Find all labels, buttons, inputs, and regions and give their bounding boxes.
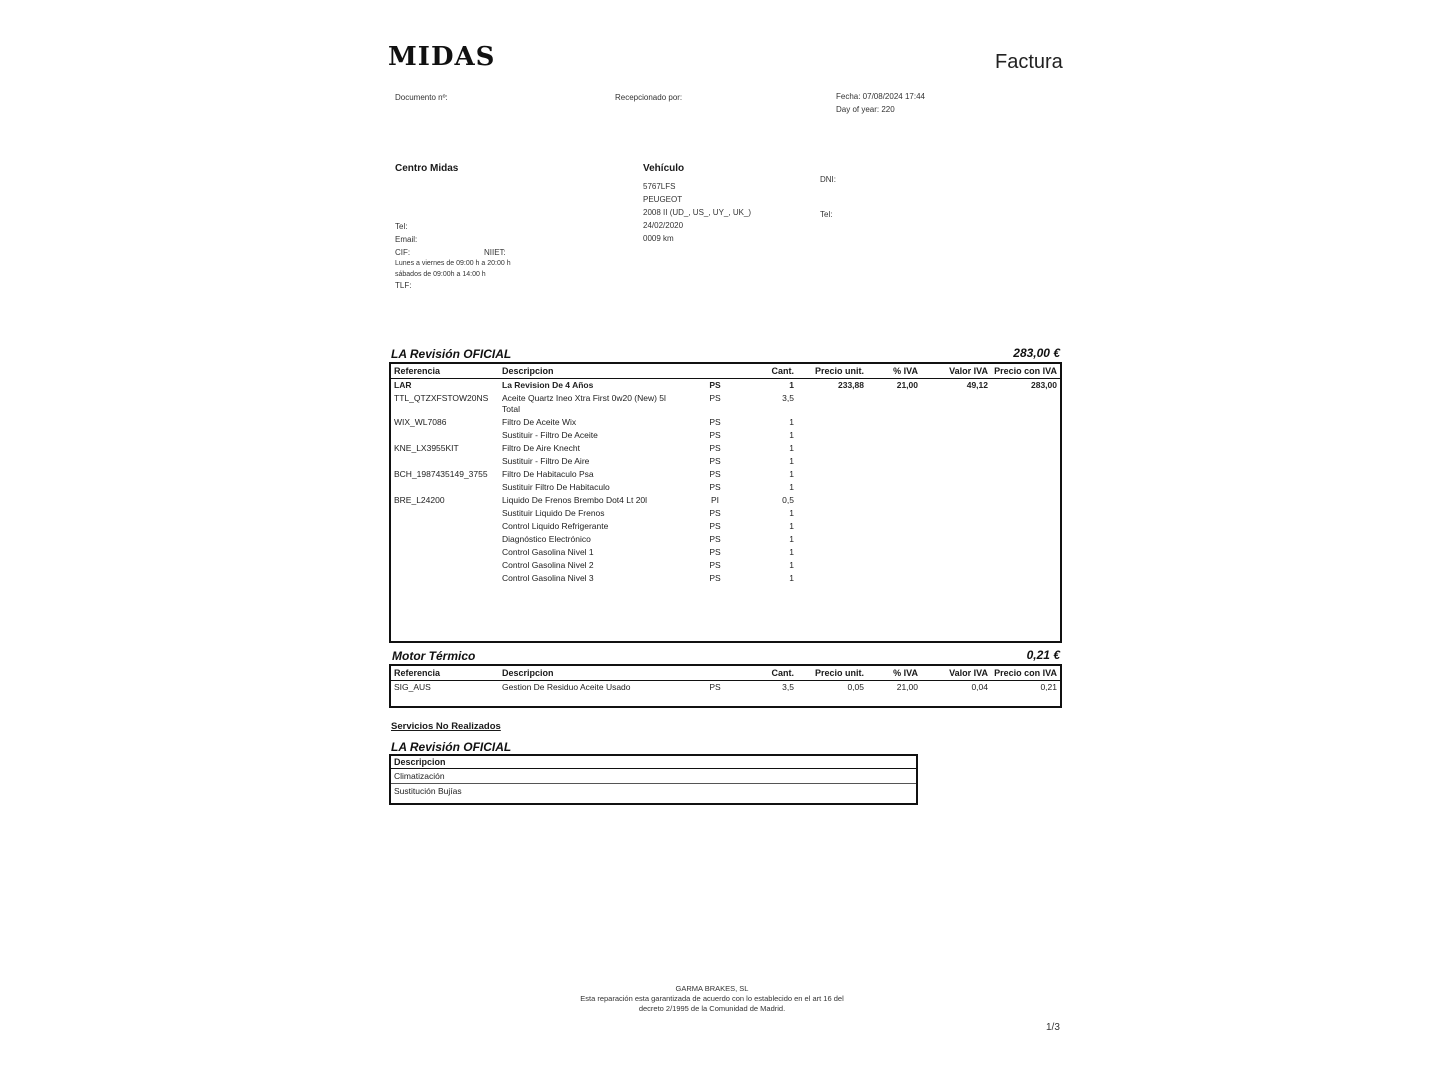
row-cant: 1	[789, 380, 794, 390]
row-total	[991, 572, 1060, 585]
section1-header-row	[391, 364, 1060, 379]
row-desc: Control Gasolina Nivel 3	[502, 573, 594, 583]
row-iva-value: 0,04	[971, 682, 988, 692]
row-desc: Control Liquido Refrigerante	[502, 521, 609, 531]
row-type: PS	[709, 417, 721, 427]
vehiculo-title: Vehículo	[643, 163, 685, 174]
row-iva-pct: 21,00	[896, 380, 918, 390]
row-cant: 3,5	[782, 682, 794, 692]
row-desc: Sustituir - Filtro De Aceite	[502, 430, 598, 440]
row-desc: Filtro De Habitaculo Psa	[502, 469, 594, 479]
documento-label: Documento nº:	[395, 93, 448, 102]
row-total	[991, 392, 1060, 416]
col-referencia: Referencia	[391, 364, 499, 379]
servicios-table-box	[389, 754, 918, 805]
row-cant: 1	[789, 456, 794, 466]
row-type: PS	[709, 380, 721, 390]
row-iva-value	[921, 546, 991, 559]
row-total: 283,00	[1031, 380, 1057, 390]
row-unit-price	[797, 392, 867, 416]
table-row	[391, 481, 1060, 494]
section1-title: LA Revisión OFICIAL	[391, 347, 512, 361]
row-cant: 1	[789, 560, 794, 570]
col-valor-iva: Valor IVA	[921, 666, 991, 681]
col-cant: Cant.	[745, 364, 797, 379]
row-unit-price	[797, 507, 867, 520]
row-unit-price	[797, 429, 867, 442]
row-ref	[391, 546, 499, 559]
row-cant: 1	[789, 547, 794, 557]
table-row	[391, 507, 1060, 520]
row-total	[991, 507, 1060, 520]
row-cant: 1	[789, 508, 794, 518]
row-total	[991, 546, 1060, 559]
servicios-table	[391, 756, 916, 798]
row-cant: 1	[789, 573, 794, 583]
row-cant: 3,5	[782, 393, 794, 403]
footer	[560, 984, 864, 1014]
centro-niiet: NIIET:	[484, 248, 506, 257]
row-desc: Filtro De Aceite Wix	[502, 417, 577, 427]
row-iva-pct	[867, 455, 921, 468]
table-row	[391, 468, 1060, 481]
row-type: PS	[709, 456, 721, 466]
row-type: PS	[709, 482, 721, 492]
row-iva-value	[921, 494, 991, 507]
row-ref	[391, 572, 499, 585]
row-total	[991, 494, 1060, 507]
row-type: PS	[709, 443, 721, 453]
row-type: PS	[709, 547, 721, 557]
row-total	[991, 455, 1060, 468]
col-referencia: Referencia	[391, 666, 499, 681]
row-desc: Sustituir Filtro De Habitaculo	[502, 482, 610, 492]
row-ref	[391, 533, 499, 546]
row-iva-pct	[867, 494, 921, 507]
row-ref: LAR	[394, 380, 412, 390]
row-iva-pct	[867, 392, 921, 416]
row-total	[991, 429, 1060, 442]
table-row	[391, 681, 1060, 695]
row-ref	[391, 520, 499, 533]
row-iva-value	[921, 455, 991, 468]
table-row	[391, 533, 1060, 546]
col-precio-con-iva: Precio con IVA	[991, 666, 1060, 681]
row-desc: Control Gasolina Nivel 2	[502, 560, 594, 570]
row-total	[991, 481, 1060, 494]
row-cant: 1	[789, 443, 794, 453]
row-type: PS	[709, 430, 721, 440]
vehiculo-plate: 5767LFS	[643, 182, 676, 191]
row-unit-price	[797, 520, 867, 533]
table-row	[391, 416, 1060, 429]
row-iva-pct	[867, 429, 921, 442]
midas-logo: MIDAS	[388, 42, 496, 72]
row-iva-pct	[867, 416, 921, 429]
row-unit-price	[797, 572, 867, 585]
day-of-year: Day of year: 220	[836, 105, 895, 114]
row-iva-pct	[867, 546, 921, 559]
vehiculo-model: 2008 II (UD_, US_, UY_, UK_)	[643, 208, 752, 217]
row-total	[991, 520, 1060, 533]
servicio-desc: Sustitución Bujías	[394, 786, 462, 796]
row-desc: Liquido De Frenos Brembo Dot4 Lt 20l	[502, 495, 648, 505]
col-iva-pct: % IVA	[867, 666, 921, 681]
row-total	[991, 533, 1060, 546]
row-iva-value	[921, 392, 991, 416]
servicios-header-row	[391, 756, 916, 769]
col-precio-con-iva: Precio con IVA	[991, 364, 1060, 379]
row-ref: KNE_LX3955KIT	[394, 443, 459, 453]
section2-table	[391, 666, 1060, 694]
table-row	[391, 379, 1060, 393]
row-unit-price: 233,88	[838, 380, 864, 390]
table-row	[391, 784, 916, 799]
row-cant: 1	[789, 469, 794, 479]
table-row	[391, 429, 1060, 442]
footer-line2: decreto 2/1995 de la Comunidad de Madrid.	[638, 1004, 786, 1013]
row-cant: 1	[789, 482, 794, 492]
document-type: Factura	[995, 51, 1063, 73]
row-iva-pct	[867, 572, 921, 585]
row-type: PS	[709, 393, 721, 403]
row-cant: 0,5	[782, 495, 794, 505]
table-row	[391, 572, 1060, 585]
section2-table-box	[389, 664, 1062, 708]
row-unit-price	[797, 559, 867, 572]
centro-hours-weekday: Lunes a viernes de 09:00 h a 20:00 h	[395, 260, 511, 267]
row-desc: La Revision De 4 Años	[502, 380, 594, 390]
recepcionado-label: Recepcionado por:	[615, 93, 683, 102]
row-iva-pct	[867, 468, 921, 481]
row-unit-price	[797, 481, 867, 494]
row-total	[991, 468, 1060, 481]
section2-header-row	[391, 666, 1060, 681]
vehiculo-km: 0009 km	[643, 234, 674, 243]
col-descripcion: Descripcion	[391, 756, 916, 769]
row-ref	[391, 559, 499, 572]
section1-table	[391, 364, 1060, 585]
col-cant: Cant.	[745, 666, 797, 681]
row-desc: Diagnóstico Electrónico	[502, 534, 591, 544]
row-unit-price	[797, 546, 867, 559]
row-total	[991, 559, 1060, 572]
col-precio-unit: Precio unit.	[797, 666, 867, 681]
row-unit-price	[797, 533, 867, 546]
table-row	[391, 494, 1060, 507]
section1-body	[391, 379, 1060, 586]
row-iva-pct	[867, 559, 921, 572]
col-descripcion: Descripcion	[499, 666, 685, 681]
section1-table-box	[389, 362, 1062, 643]
row-iva-pct	[867, 533, 921, 546]
table-row	[391, 546, 1060, 559]
row-ref: WIX_WL7086	[394, 417, 447, 427]
table-row	[391, 455, 1060, 468]
row-type: PS	[709, 508, 721, 518]
row-type: PS	[709, 682, 721, 692]
row-ref: BRE_L24200	[394, 495, 445, 505]
row-cant: 1	[789, 534, 794, 544]
table-row	[391, 392, 1060, 416]
row-unit-price	[797, 494, 867, 507]
row-iva-value	[921, 559, 991, 572]
row-ref: TTL_QTZXFSTOW20NS	[394, 393, 489, 403]
section2-title: Motor Térmico	[392, 649, 476, 663]
col-iva-pct: % IVA	[867, 364, 921, 379]
row-type: PS	[709, 534, 721, 544]
row-iva-pct	[867, 481, 921, 494]
row-type: PI	[710, 495, 720, 505]
row-total	[991, 442, 1060, 455]
row-iva-value	[921, 507, 991, 520]
col-valor-iva: Valor IVA	[921, 364, 991, 379]
row-ref: SIG_AUS	[394, 682, 431, 692]
row-iva-value	[921, 572, 991, 585]
row-cant: 1	[789, 417, 794, 427]
centro-hours-saturday: sábados de 09:00h a 14:00 h	[395, 271, 486, 278]
row-unit-price	[797, 416, 867, 429]
row-desc: Filtro De Aire Knecht	[502, 443, 580, 453]
row-type: PS	[709, 469, 721, 479]
row-iva-value	[921, 520, 991, 533]
row-desc: Sustituir - Filtro De Aire	[502, 456, 590, 466]
cliente-tel: Tel:	[820, 210, 833, 219]
row-iva-value	[921, 429, 991, 442]
row-cant: 1	[789, 430, 794, 440]
section2-body	[391, 681, 1060, 695]
row-cant: 1	[789, 521, 794, 531]
row-ref	[391, 481, 499, 494]
row-ref	[391, 455, 499, 468]
row-iva-pct	[867, 520, 921, 533]
row-desc: Sustituir Liquido De Frenos	[502, 508, 605, 518]
table-row	[391, 442, 1060, 455]
col-descripcion: Descripcion	[499, 364, 685, 379]
row-iva-pct	[867, 507, 921, 520]
row-total: 0,21	[1040, 682, 1057, 692]
row-iva-value: 49,12	[966, 380, 988, 390]
row-desc: Aceite Quartz Ineo Xtra First 0w20 (New) 5l Total	[502, 393, 666, 414]
centro-tlf: TLF:	[395, 281, 412, 290]
table-row	[391, 559, 1060, 572]
row-type: PS	[709, 573, 721, 583]
row-unit-price	[797, 468, 867, 481]
vehiculo-date: 24/02/2020	[643, 221, 684, 230]
servicios-body	[391, 769, 916, 799]
section1-total: 283,00 €	[1013, 346, 1060, 360]
centro-tel: Tel:	[395, 222, 408, 231]
row-type: PS	[709, 521, 721, 531]
col-precio-unit: Precio unit.	[797, 364, 867, 379]
centro-title: Centro Midas	[395, 163, 459, 174]
row-unit-price	[797, 442, 867, 455]
footer-company: GARMA BRAKES, SL	[675, 984, 749, 993]
servicios-title: LA Revisión OFICIAL	[391, 740, 512, 754]
row-iva-value	[921, 416, 991, 429]
row-iva-value	[921, 468, 991, 481]
row-ref	[391, 429, 499, 442]
row-iva-pct: 21,00	[896, 682, 918, 692]
servicio-desc: Climatización	[391, 769, 916, 784]
table-row	[391, 769, 916, 784]
row-total	[991, 416, 1060, 429]
row-iva-value	[921, 533, 991, 546]
vehiculo-brand: PEUGEOT	[643, 195, 683, 204]
page-number: 1/3	[1046, 1022, 1060, 1033]
row-unit-price: 0,05	[847, 682, 864, 692]
table-row	[391, 520, 1060, 533]
row-iva-pct	[867, 442, 921, 455]
centro-cif: CIF:	[395, 248, 411, 257]
section2-total: 0,21 €	[1026, 648, 1060, 662]
invoice-date: Fecha: 07/08/2024 17:44	[836, 92, 925, 101]
row-unit-price	[797, 455, 867, 468]
row-desc: Gestion De Residuo Aceite Usado	[502, 682, 631, 692]
servicios-heading: Servicios No Realizados	[391, 721, 501, 732]
row-desc: Control Gasolina Nivel 1	[502, 547, 594, 557]
row-iva-value	[921, 442, 991, 455]
row-type: PS	[709, 560, 721, 570]
row-iva-value	[921, 481, 991, 494]
centro-email: Email:	[395, 235, 418, 244]
footer-line1: Esta reparación esta garantizada de acuerdo con lo establecido en el art 16 del	[580, 994, 844, 1003]
cliente-dni: DNI:	[820, 175, 836, 184]
row-ref	[391, 507, 499, 520]
row-ref: BCH_1987435149_3755	[394, 469, 488, 479]
